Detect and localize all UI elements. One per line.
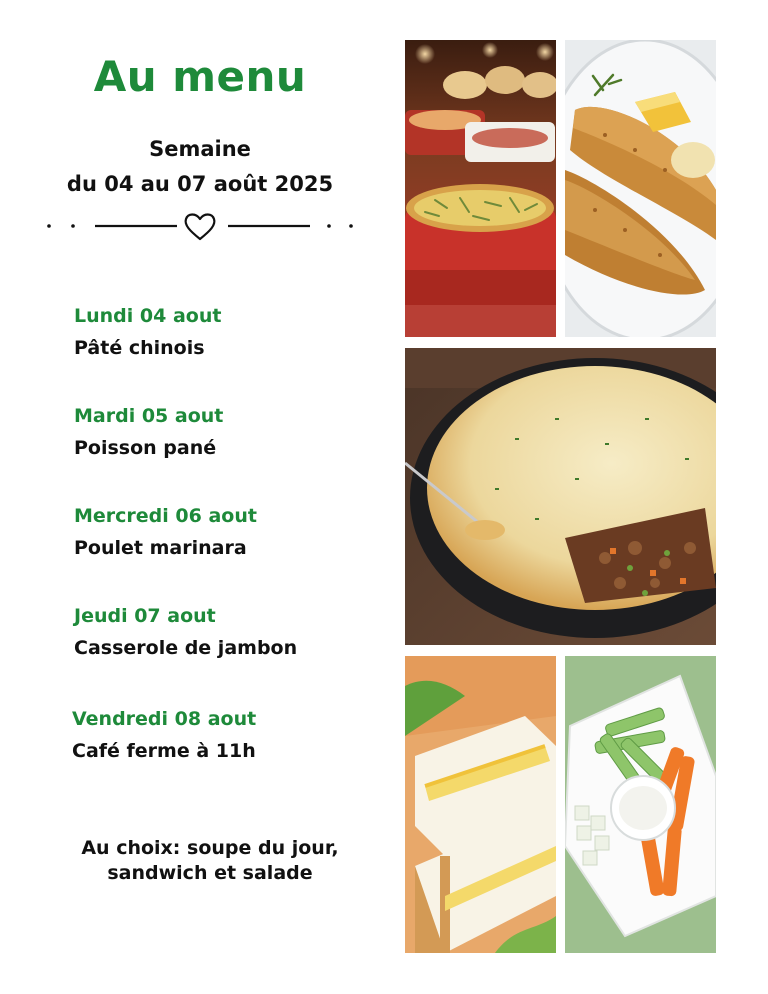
day-label: Mardi 05 aout xyxy=(74,405,224,427)
vegetables-dip-photo xyxy=(565,656,716,953)
day-item-thursday xyxy=(74,603,297,661)
day-meal: Poisson pané xyxy=(74,437,217,459)
day-label: Mercredi 06 aout xyxy=(74,505,257,527)
week-heading xyxy=(0,132,400,202)
day-meal: Café ferme à 11h xyxy=(72,740,256,762)
day-meal: Poulet marinara xyxy=(74,537,247,559)
pate-chinois-photo xyxy=(405,348,716,645)
breaded-fish-photo xyxy=(565,40,716,337)
day-item-tuesday xyxy=(74,403,223,461)
day-label: Vendredi 08 aout xyxy=(72,708,257,730)
day-label: Jeudi 07 aout xyxy=(74,605,216,627)
week-range: du 04 au 07 août 2025 xyxy=(66,172,334,196)
choice-line: sandwich et salade xyxy=(107,862,313,884)
day-label: Lundi 04 aout xyxy=(74,305,222,327)
heart-divider xyxy=(40,206,360,246)
heart-icon xyxy=(186,215,215,240)
day-item-friday xyxy=(72,706,256,764)
page-title: Au menu xyxy=(93,52,307,101)
day-item-wednesday xyxy=(74,503,257,561)
day-meal: Pâté chinois xyxy=(74,337,205,359)
day-item-monday xyxy=(74,303,221,361)
week-label: Semaine xyxy=(149,137,251,161)
choice-line: Au choix: soupe du jour, xyxy=(81,837,339,859)
egg-sandwich-photo xyxy=(405,656,556,953)
casserole-photo xyxy=(405,40,556,337)
choice-note xyxy=(50,836,370,886)
day-meal: Casserole de jambon xyxy=(74,637,298,659)
